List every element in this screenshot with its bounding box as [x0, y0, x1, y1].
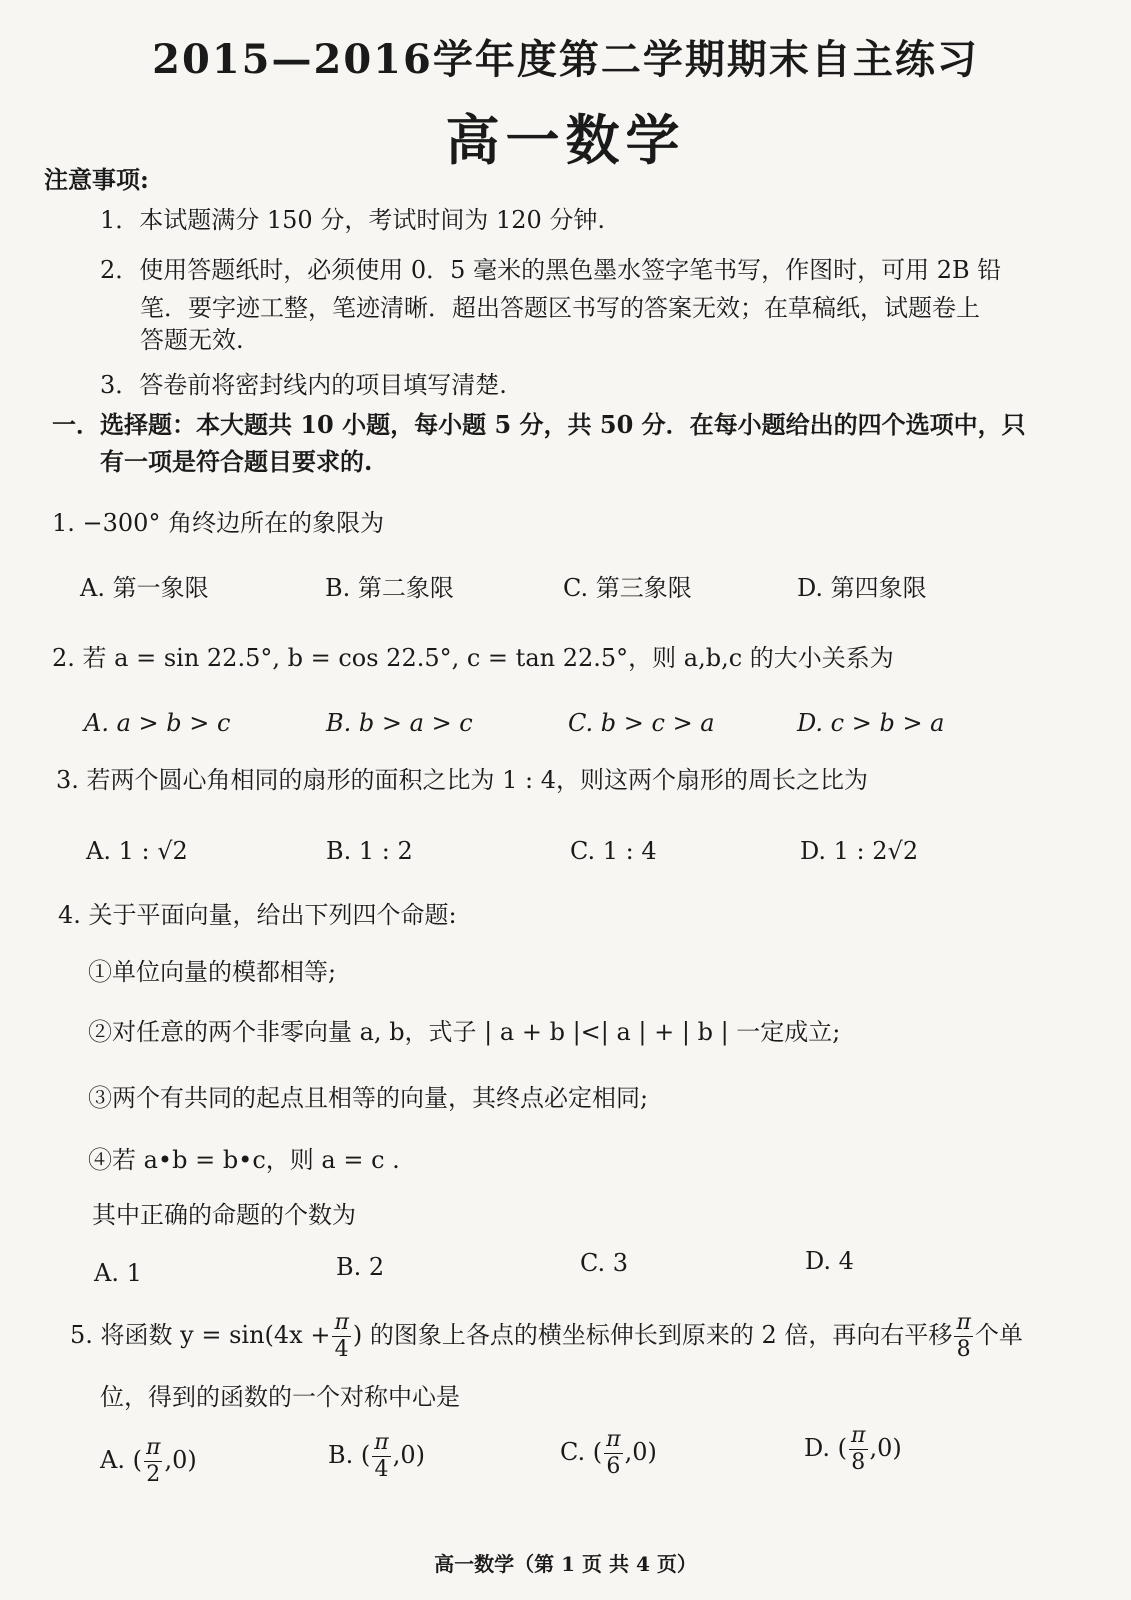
q5-option-c: [560, 1422, 657, 1482]
q5-option-b: [328, 1425, 425, 1485]
option-fraction: [144, 1437, 162, 1486]
q4-stem: 4. 关于平面向量，给出下列四个命题:: [58, 901, 457, 929]
option-tail: ,0): [392, 1441, 426, 1469]
note-item-1: 1．本试题满分 150 分，考试时间为 120 分钟.: [100, 206, 606, 234]
notes-heading: 注意事项:: [44, 165, 149, 194]
fraction-numerator: π: [851, 1423, 866, 1448]
q4-ask: 其中正确的命题的个数为: [92, 1201, 356, 1229]
option-label: D.: [804, 1434, 831, 1462]
fraction-denominator: 4: [334, 1337, 349, 1362]
q2-option-c: C. b > c > a: [568, 709, 715, 737]
q5-stem-part-b: ) 的图象上各点的横坐标伸长到原来的 2 倍，再向右平移: [352, 1321, 953, 1349]
q5-stem-line2: 位，得到的函数的一个对称中心是: [100, 1383, 460, 1411]
fraction-numerator: π: [374, 1430, 389, 1455]
q4-option-d: D. 4: [805, 1247, 854, 1275]
section1-heading: 一．选择题：本大题共 10 小题，每小题 5 分，共 50 分．在每小题给出的四个选项中，只: [52, 410, 1026, 439]
q2-stem: 2. 若 a = sin 22.5°, b = cos 22.5°, c = tan 22.5°，则 a,b,c 的大小关系为: [52, 644, 894, 672]
option-tail: ,0): [164, 1446, 197, 1474]
q5-stem-part-c: 个单: [974, 1321, 1023, 1349]
paren-open: (: [132, 1446, 142, 1474]
fraction-numerator: π: [334, 1310, 349, 1335]
option-fraction: [849, 1425, 867, 1474]
fraction-numerator: π: [606, 1427, 621, 1452]
subject-title: 高一数学: [445, 108, 686, 172]
q5-fraction-pi-8: [954, 1312, 972, 1361]
q4-prop-2: ②对任意的两个非零向量 a, b，式子 | a + b |<| a | + | b | 一定成立;: [88, 1018, 841, 1046]
option-fraction: [604, 1429, 622, 1478]
fraction-numerator: π: [956, 1310, 971, 1335]
page-footer: 高一数学（第 1 页 共 4 页）: [434, 1552, 697, 1576]
q3-option-d: D. 1 : 2√2: [800, 837, 919, 865]
fraction-denominator: 8: [956, 1337, 971, 1362]
q4-prop-1: ①单位向量的模都相等;: [88, 958, 337, 986]
q3-stem: 3. 若两个圆心角相同的扇形的面积之比为 1 : 4，则这两个扇形的周长之比为: [56, 766, 869, 794]
q1-option-b: B. 第二象限: [325, 574, 454, 602]
option-tail: ,0): [869, 1434, 902, 1462]
section1-heading-cont: 有一项是符合题目要求的.: [100, 447, 373, 476]
q3-option-a: A. 1 : √2: [86, 837, 188, 865]
q4-option-b: B. 2: [336, 1253, 385, 1281]
note-item-3: 3．答卷前将密封线内的项目填写清楚.: [100, 371, 507, 399]
fraction-denominator: 6: [606, 1454, 621, 1479]
option-label: A.: [100, 1446, 125, 1474]
q5-option-d: [804, 1418, 902, 1478]
q5-option-a: [100, 1430, 197, 1490]
q5-stem-part-a: 5. 将函数 y = sin(4x +: [70, 1321, 331, 1349]
fraction-denominator: 2: [146, 1462, 161, 1487]
option-label: B.: [328, 1441, 354, 1469]
q1-stem: 1. −300° 角终边所在的象限为: [52, 509, 385, 537]
option-tail: ,0): [624, 1438, 657, 1466]
option-label: C.: [560, 1438, 586, 1466]
q4-prop-4: ④若 a•b = b•c，则 a = c .: [88, 1146, 400, 1174]
q2-option-b: B. b > a > c: [326, 709, 473, 737]
option-fraction: [372, 1432, 390, 1481]
q4-option-c: C. 3: [580, 1249, 629, 1277]
q1-option-a: A. 第一象限: [80, 574, 209, 602]
paren-open: (: [837, 1434, 848, 1462]
fraction-denominator: 8: [851, 1450, 866, 1475]
fraction-numerator: π: [145, 1435, 161, 1460]
note-item-2-cont2: 答题无效.: [140, 326, 244, 354]
exam-title: 2015—2016学年度第二学期期末自主练习: [152, 36, 979, 83]
q4-prop-3: ③两个有共同的起点且相等的向量，其终点必定相同;: [88, 1084, 649, 1112]
q5-stem: [70, 1300, 1023, 1370]
paren-open: (: [360, 1441, 371, 1469]
q1-option-c: C. 第三象限: [563, 574, 692, 602]
q2-option-d: D. c > b > a: [797, 709, 945, 737]
q1-option-d: D. 第四象限: [797, 574, 927, 602]
q2-option-a: A. a > b > c: [84, 709, 231, 737]
q4-option-a: A. 1: [94, 1259, 142, 1287]
note-item-2-cont: 笔．要字迹工整，笔迹清晰．超出答题区书写的答案无效；在草稿纸，试题卷上: [140, 294, 980, 322]
q5-fraction-pi-4: [332, 1312, 350, 1361]
fraction-denominator: 4: [374, 1457, 389, 1482]
q3-option-b: B. 1 : 2: [326, 837, 413, 865]
note-item-2: 2．使用答题纸时，必须使用 0．5 毫米的黑色墨水签字笔书写，作图时，可用 2B 铅: [100, 256, 1002, 284]
paren-open: (: [592, 1438, 603, 1466]
q3-option-c: C. 1 : 4: [570, 837, 657, 865]
